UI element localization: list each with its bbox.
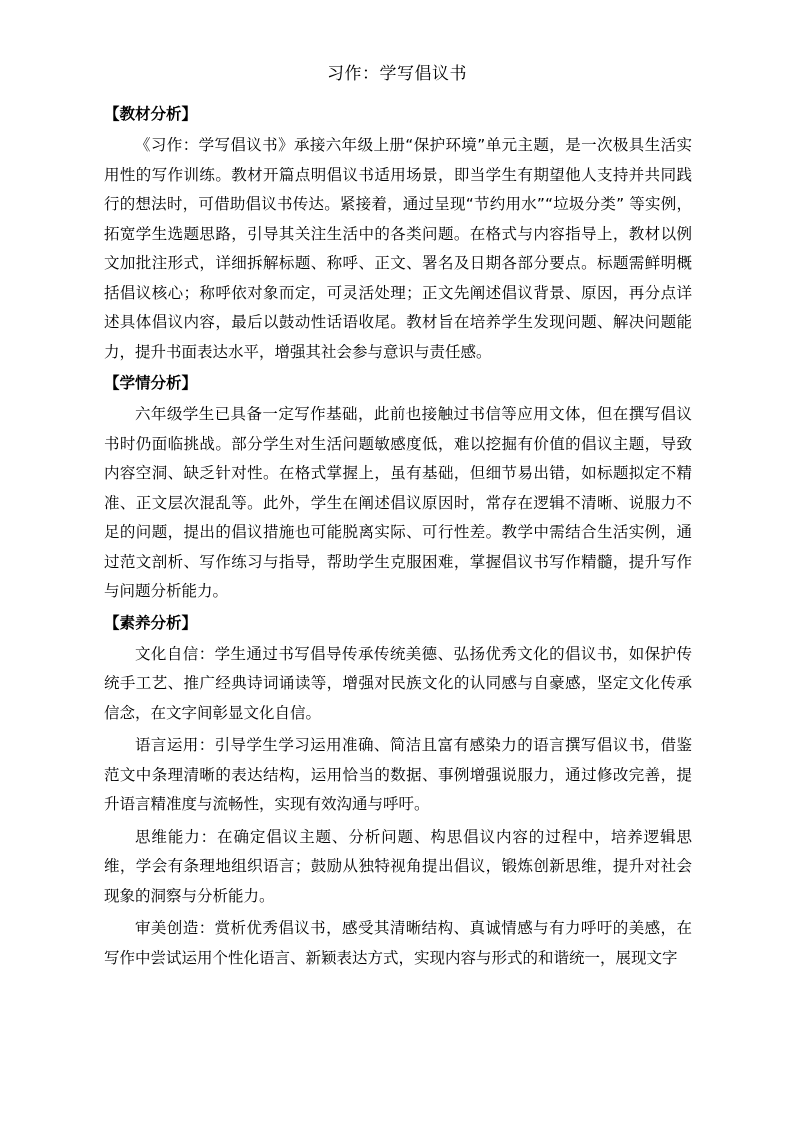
section-heading-textbook-analysis: 【教材分析】	[104, 105, 198, 123]
section-paragraph-aesthetic-creation: 审美创造：赏析优秀倡议书，感受其清晰结构、真诚情感与有力呼吁的美感，在写作中尝试运用个性化语言、新颖表达方式，实现内容与形式的和谐统一，展现文字	[104, 919, 692, 967]
section-heading-learner-analysis: 【学情分析】	[104, 374, 198, 392]
section-paragraph-thinking-ability: 思维能力：在确定倡议主题、分析问题、构思倡议内容的过程中，培养逻辑思维，学会有条理地组织语言；鼓励从独特视角提出倡议，锻炼创新思维，提升对社会现象的洞察与分析能力。	[104, 827, 692, 905]
section-paragraph-language-use: 语言运用：引导学生学习运用准确、简洁且富有感染力的语言撰写倡议书，借鉴范文中条理清晰的表达结构，运用恰当的数据、事例增强说服力，通过修改完善，提升语言精准度与流畅性，实现有效沟通与呼吁。	[104, 736, 692, 813]
section-paragraph: 六年级学生已具备一定写作基础，此前也接触过书信等应用文体，但在撰写倡议书时仍面临挑战。部分学生对生活问题敏感度低，难以挖掘有价值的倡议主题，导致内容空洞、缺乏针对性。在格式掌握上，虽有基础，但细节易出错，如标题拟定不精准、正文层次混乱等。此外，学生在阐述倡议原因时，常存在逻辑不清晰、说服力不足的问题，提出的倡议措施也可能脱离实际、可行性差。教学中需结合生活实例，通过范文剖析、写作练习与指导，帮助学生克服困难，掌握倡议书写作精髓，提升写作与问题分析能力。	[104, 405, 692, 600]
document-body	[104, 98, 692, 973]
section-heading-literacy-analysis: 【素养分析】	[104, 613, 198, 632]
section-paragraph-cultural-confidence: 文化自信：学生通过书写倡导传承传统美德、弘扬优秀文化的倡议书，如保护传统手工艺、推广经典诗词诵读等，增强对民族文化的认同感与自豪感，坚定文化传承信念，在文字间彰显文化自信。	[104, 644, 692, 722]
section-paragraph: 《习作：学写倡议书》承接六年级上册“保护环境”单元主题，是一次极具生活实用性的写作训练。教材开篇点明倡议书适用场景，即当学生有期望他人支持并共同践行的想法时，可借助倡议书传达。紧接着，通过呈现“节约用水”“垃圾分类” 等实例，拓宽学生选题思路，引导其关注生活中的各类问题。在格式与内容指导上，教材以例文加批注形式，详细拆解标题、称呼、正文、署名及日期各部分要点。标题需鲜明概括倡议核心；称呼依对象而定，可灵活处理；正文先阐述倡议背景、原因，再分点详述具体倡议内容，最后以鼓动性话语收尾。教材旨在培养学生发现问题、解决问题能力，提升书面表达水平，增强其社会参与意识与责任感。	[104, 136, 692, 361]
document-title: 习作：学写倡议书	[327, 64, 467, 84]
